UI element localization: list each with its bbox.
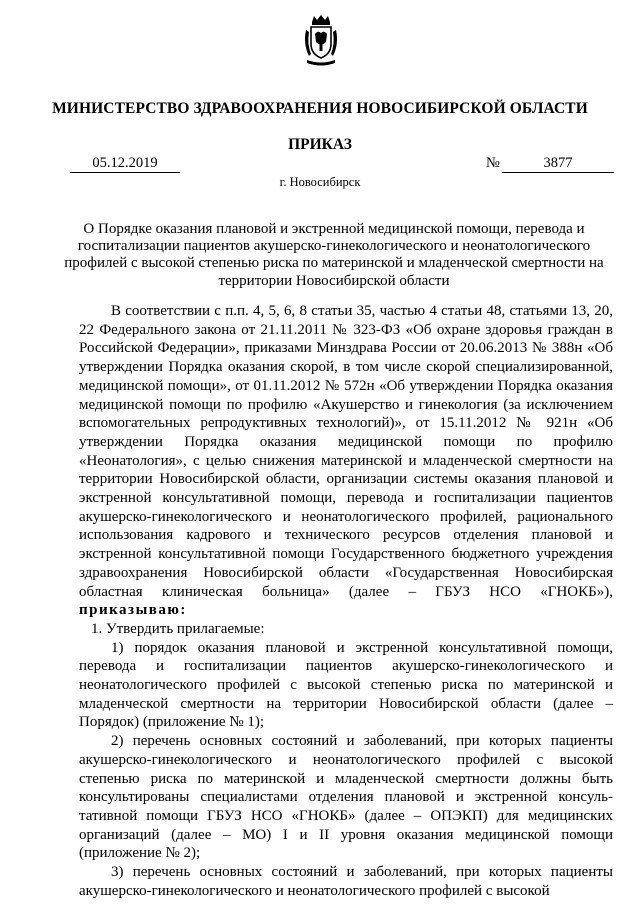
- ministry-name: МИНИСТЕРСТВО ЗДРАВООХРАНЕНИЯ НОВОСИБИРСКОЙ ОБЛАСТИ: [52, 100, 588, 117]
- order-number: 3877: [502, 155, 614, 173]
- order-body: [79, 302, 613, 901]
- order-subject: О Порядке оказания плановой и экстренной медицинской помощи, перевода и госпитализации пациентов акушерско-гинекологического и неонатологического профилей с высокой степенью риска по материнской и младенческой смертности на территории Новосибирской области: [64, 221, 604, 289]
- order-date: 05.12.2019: [70, 155, 180, 173]
- preamble-text: В соответствии с п.п. 4, 5, 6, 8 статьи 35, частью 4 статьи 48, статьями 13, 20, 22 Федерального закона от 21.11.2011 № 323-ФЗ «Об охране здоровья граждан в Российской Федерации», приказами Минздрава России от 20.06.2013 № 388н «Об утверждении Порядка оказания скорой, в том числе скорой специализированной, медицинской помощи», от 01.11.2012 № 572н «Об утверждении Порядка оказания медицинской помощи по профилю «Акушерство и гинекология (за исключением вспомогательных репродуктивных технологий)», от 15.11.2012 № 921н «Об утверждении Порядка оказания медицинской помощи по профилю «Неонатология», с целью снижения материнской и младенческой смертности на территории Новосибирской области, организации системы оказания плановой и экстренной консультативной помощи, перевода и госпитализации пациентов акушерско-гинекологического и неонатологического профилей, рационального использования кадрового и технического ресурсов отделения плановой и экстренной консультативной помощи Государственного бюджетного учреждения здравоохранения Новосибирской области «Государственная Новосибирская областная клиническая больница» (далее – ГБУЗ НСО «ГНОКБ»),: [79, 303, 613, 600]
- item-1: 1. Утвердить прилагаемые:: [91, 620, 265, 637]
- subitem-2: 2) перечень основных состояний и заболеваний, при которых пациенты акушерско-гинекологического и неонатологического профилей с высокой степенью риска по материнской и младенческой смертности должны быть консультированы специалистами отделения плановой и экстренной консуль-тативной помощи ГБУЗ НСО «ГНОКБ» (далее – ОПЭКП) для медицинских организаций (далее – МО) I и II уровня оказания медицинской помощи (приложение № 2);: [79, 733, 613, 862]
- preamble-paragraph: [79, 302, 613, 620]
- coat-of-arms-icon: [303, 14, 339, 68]
- city: г. Новосибирск: [279, 175, 361, 189]
- subitem-1: 1) порядок оказания плановой и экстренной консультативной помощи, перевода и госпитализации пациентов акушерско-гинекологического и неонатологического профилей с высокой степенью риска по материнской и младенческой смертности на территории Новосибирской области (далее – Порядок) (приложение № 1);: [79, 639, 613, 731]
- decree-word: приказываю:: [79, 602, 187, 619]
- document-type: ПРИКАЗ: [288, 136, 352, 153]
- number-sign: №: [486, 155, 500, 171]
- subitem-3: 3) перечень основных состояний и заболеваний, при которых пациенты акушерско-гинекологического и неонатологического профилей с высокой: [79, 864, 613, 899]
